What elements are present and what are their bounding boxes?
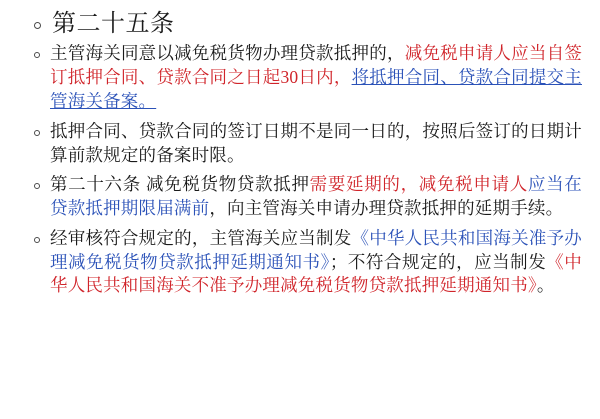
text-run: 。 bbox=[536, 275, 555, 296]
paragraph-block-3 bbox=[34, 173, 582, 221]
bullet-icon bbox=[34, 22, 41, 29]
paragraph-block-4 bbox=[34, 227, 582, 298]
bullet-icon bbox=[34, 130, 40, 136]
text-run: 应当在贷款抵押期限届满前 bbox=[50, 174, 582, 219]
text-run: 将抵押合同、贷款合同提交主管海关备案。 bbox=[50, 67, 582, 111]
paragraph-text bbox=[50, 173, 582, 221]
text-run: ，向主管海关申请办理贷款抵押的延期手续。 bbox=[209, 198, 564, 219]
text-run: 减免税申请人应当自签订抵押合同、贷款合同之日起30日内， bbox=[50, 43, 583, 88]
bullet-icon bbox=[34, 237, 40, 243]
text-run: 《中华人民共和国海关准予办理减免税货物贷款抵押延期通知书》 bbox=[50, 227, 582, 272]
paragraph-block-1 bbox=[34, 42, 582, 113]
paragraph-text bbox=[50, 227, 582, 298]
text-run: 抵押合同、贷款合同的签订日期不是同一日的，按照后签订的日期计算前款规定的备案时限。 bbox=[50, 120, 582, 165]
text-run: 第二十六条 减免税货物贷款抵押 bbox=[50, 174, 310, 195]
text-run: 减免税申请人 bbox=[418, 174, 528, 195]
text-run: 主管海关同意以减免税货物办理贷款抵押的， bbox=[50, 43, 405, 64]
paragraph-block-2 bbox=[34, 120, 582, 168]
bullet-icon bbox=[34, 183, 40, 189]
text-run: 需要延期的， bbox=[309, 174, 419, 195]
bullet-icon bbox=[34, 52, 40, 58]
text-run: ；不符合规定的，应当制发 bbox=[329, 251, 547, 272]
paragraph-text bbox=[50, 120, 582, 168]
slide-title-block bbox=[34, 10, 582, 38]
page-title: 第二十五条 bbox=[52, 11, 175, 37]
paragraph-text bbox=[50, 42, 582, 113]
text-run: 《中华人民共和国海关不准予办理减免税货物贷款抵押延期通知书》 bbox=[50, 251, 583, 296]
text-run: 经审核符合规定的，主管海关应当制发 bbox=[50, 227, 352, 248]
